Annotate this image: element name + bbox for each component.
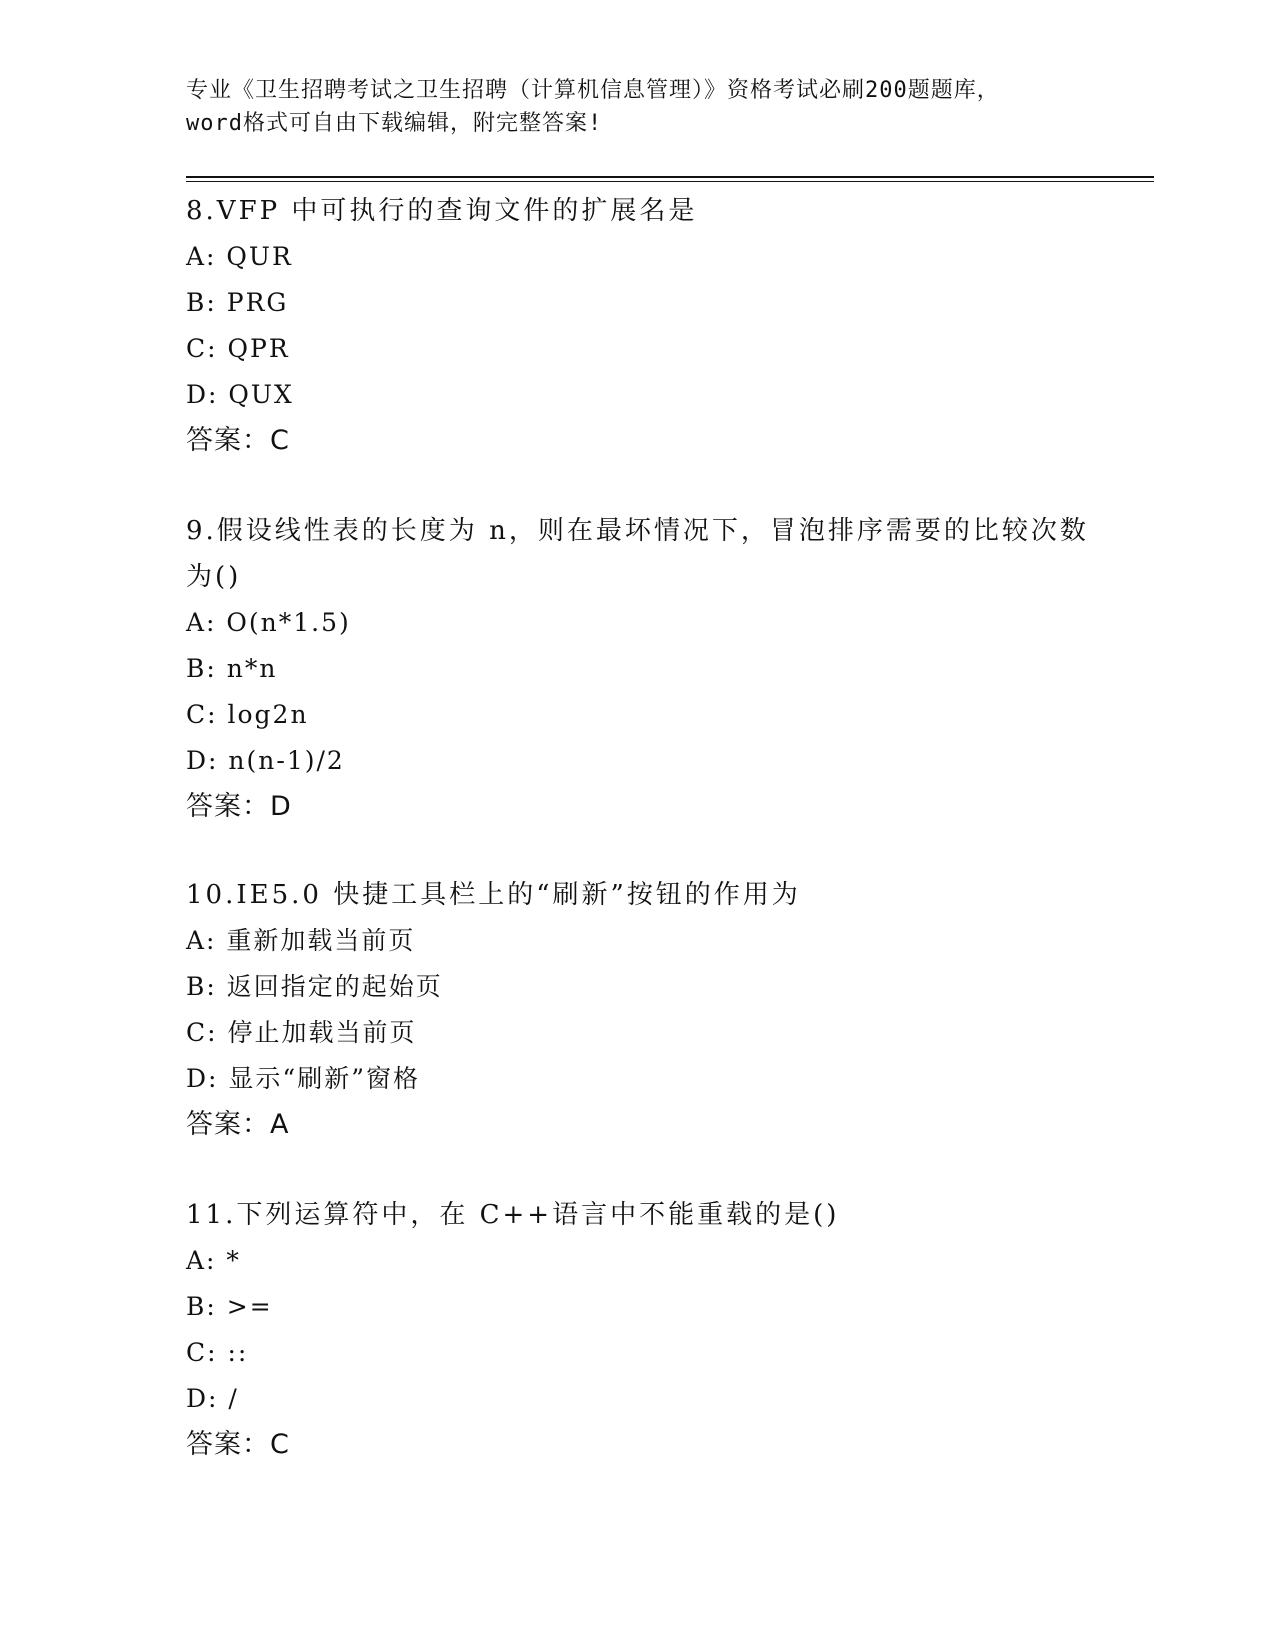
- header-rule-thin: [186, 181, 1154, 182]
- option-a: A: *: [186, 1246, 241, 1275]
- option-b: B: PRG: [186, 288, 289, 317]
- question-text-line-1: 9.假设线性表的长度为 n，则在最坏情况下，冒泡排序需要的比较次数: [186, 516, 1089, 546]
- answer-label: 答案：C: [186, 425, 290, 456]
- option-b: B: n*n: [186, 654, 278, 683]
- option-a: A: 重新加载当前页: [186, 926, 416, 955]
- answer-label: 答案：C: [186, 1429, 290, 1460]
- document-header: [186, 74, 1086, 140]
- option-a: A: O(n*1.5): [186, 608, 351, 637]
- answer-label: 答案：D: [186, 791, 292, 822]
- option-c: C: QPR: [186, 334, 290, 363]
- answer-label: 答案：A: [186, 1109, 290, 1140]
- question-text: 11.下列运算符中，在 C++语言中不能重载的是(): [186, 1200, 840, 1230]
- option-c: C: log2n: [186, 700, 309, 729]
- question-10: [186, 872, 1086, 1148]
- option-b: B: >=: [186, 1292, 273, 1321]
- option-c: C: 停止加载当前页: [186, 1018, 417, 1047]
- question-11: [186, 1192, 1086, 1468]
- question-text: 10.IE5.0 快捷工具栏上的“刷新”按钮的作用为: [186, 880, 801, 910]
- question-9: [186, 508, 1089, 830]
- header-line-1: 专业《卫生招聘考试之卫生招聘（计算机信息管理）》资格考试必刷200题题库，: [186, 78, 1000, 103]
- question-text: 8.VFP 中可执行的查询文件的扩展名是: [186, 196, 698, 226]
- option-b: B: 返回指定的起始页: [186, 972, 443, 1001]
- option-c: C: ::: [186, 1338, 249, 1367]
- option-d: D: QUX: [186, 380, 294, 409]
- header-rule-thick: [186, 176, 1154, 178]
- question-8: [186, 188, 1086, 464]
- option-d: D: /: [186, 1384, 239, 1413]
- option-d: D: 显示“刷新”窗格: [186, 1064, 420, 1093]
- option-d: D: n(n-1)/2: [186, 746, 345, 775]
- question-text-line-2: 为(): [186, 562, 242, 592]
- header-line-2: word格式可自由下载编辑，附完整答案!: [186, 111, 603, 136]
- option-a: A: QUR: [186, 242, 293, 271]
